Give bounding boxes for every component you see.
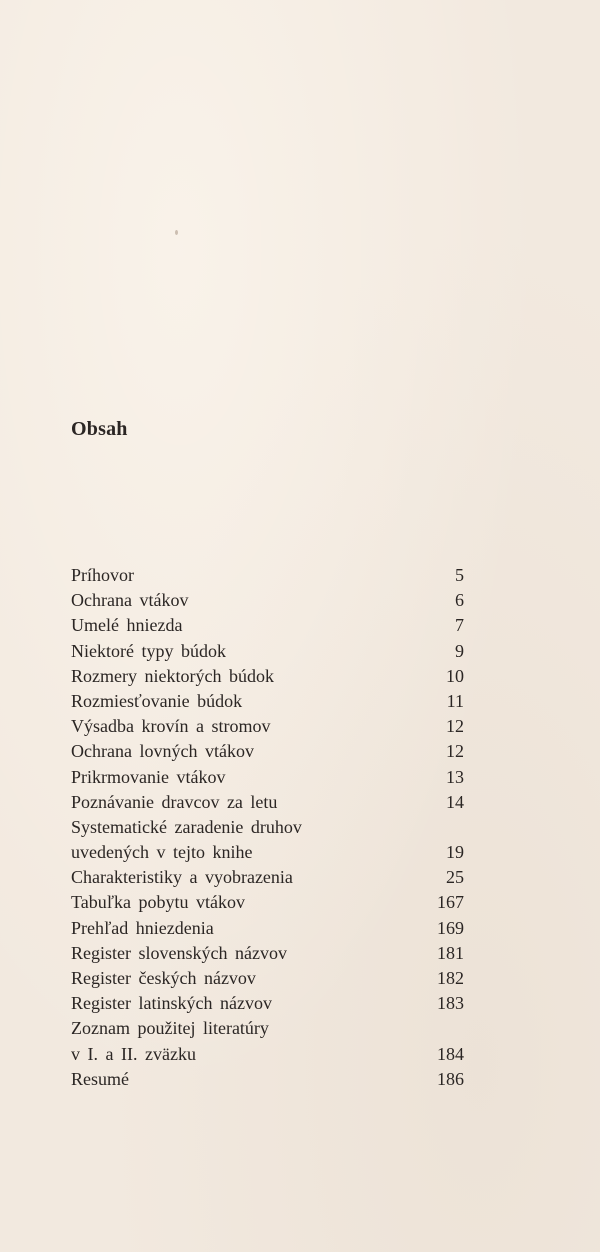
toc-entry — [71, 941, 464, 966]
toc-entry-page: 186 — [437, 1068, 464, 1089]
toc-entry-title: uvedených v tejto knihe — [71, 842, 253, 863]
toc-entry — [71, 865, 464, 890]
toc-entry — [71, 815, 464, 840]
toc-entry-title: Poznávanie dravcov za letu — [71, 791, 278, 812]
toc-entry-page: 182 — [437, 968, 464, 988]
toc-entry — [71, 1067, 464, 1092]
toc-entry-page: 13 — [446, 766, 464, 787]
toc-entry — [71, 664, 464, 689]
toc-entry-page: 184 — [437, 1043, 464, 1064]
toc-entry-page: 19 — [446, 842, 464, 863]
toc-entry-page: 5 — [455, 565, 464, 585]
toc-entry-title: Umelé hniezda — [71, 615, 183, 636]
toc-entry-title: Resumé — [71, 1068, 129, 1089]
toc-entry — [71, 1042, 464, 1067]
toc-entry-title: Prehľad hniezdenia — [71, 917, 214, 938]
toc-entry-title: Príhovor — [71, 565, 134, 585]
page-title: Obsah — [71, 418, 128, 440]
toc-entry — [71, 1016, 464, 1041]
toc-entry-page: 12 — [446, 741, 464, 762]
toc-entry-title: Prikrmovanie vtákov — [71, 766, 226, 787]
toc-entry-title: Ochrana vtákov — [71, 590, 189, 611]
toc-entry-title: Rozmiesťovanie búdok — [71, 690, 243, 711]
toc-entry-page: 12 — [446, 716, 464, 737]
toc-entry-title: Systematické zaradenie druhov — [71, 816, 302, 837]
toc-entry-title: Charakteristiky a vyobrazenia — [71, 867, 293, 888]
toc-entry — [71, 613, 464, 638]
toc-entry-page: 11 — [446, 690, 464, 711]
toc-entry-page: 181 — [437, 942, 464, 963]
toc-entry-page: 25 — [446, 867, 464, 888]
toc-entry-title: Register latinských názvov — [71, 993, 272, 1014]
toc-entry-page: 9 — [455, 640, 464, 661]
toc-entry — [71, 588, 464, 613]
toc-entry-page: 183 — [437, 993, 464, 1014]
toc-entry — [71, 639, 464, 664]
toc-entry-page: 7 — [455, 615, 464, 636]
toc-entry-title: Register českých názvov — [71, 968, 256, 988]
toc-entry — [71, 966, 464, 991]
toc-entry-title: Rozmery niektorých búdok — [71, 665, 274, 686]
toc-entry — [71, 890, 464, 915]
toc-entry — [71, 840, 464, 865]
toc-entry-title: Tabuľka pobytu vtákov — [71, 892, 246, 913]
toc-entry-title: Zoznam použitej literatúry — [71, 1018, 269, 1039]
toc-entry — [71, 991, 464, 1016]
table-of-contents — [71, 563, 464, 1092]
toc-entry-title: Ochrana lovných vtákov — [71, 741, 254, 762]
toc-entry — [71, 790, 464, 815]
paper-speck — [175, 230, 178, 235]
toc-entry — [71, 765, 464, 790]
toc-entry-page: 10 — [446, 665, 464, 686]
toc-entry-title: v I. a II. zväzku — [71, 1043, 196, 1064]
toc-entry-title: Register slovenských názvov — [71, 942, 287, 963]
toc-entry — [71, 916, 464, 941]
toc-entry — [71, 739, 464, 764]
toc-entry — [71, 563, 464, 588]
toc-entry-page: 6 — [455, 590, 464, 611]
toc-entry-page: 14 — [446, 791, 464, 812]
toc-entry — [71, 714, 464, 739]
toc-entry-page: 169 — [437, 917, 464, 938]
toc-entry-title: Výsadba krovín a stromov — [71, 716, 271, 737]
toc-entry-title: Niektoré typy búdok — [71, 640, 226, 661]
toc-entry — [71, 689, 464, 714]
toc-entry-page: 167 — [437, 892, 464, 913]
